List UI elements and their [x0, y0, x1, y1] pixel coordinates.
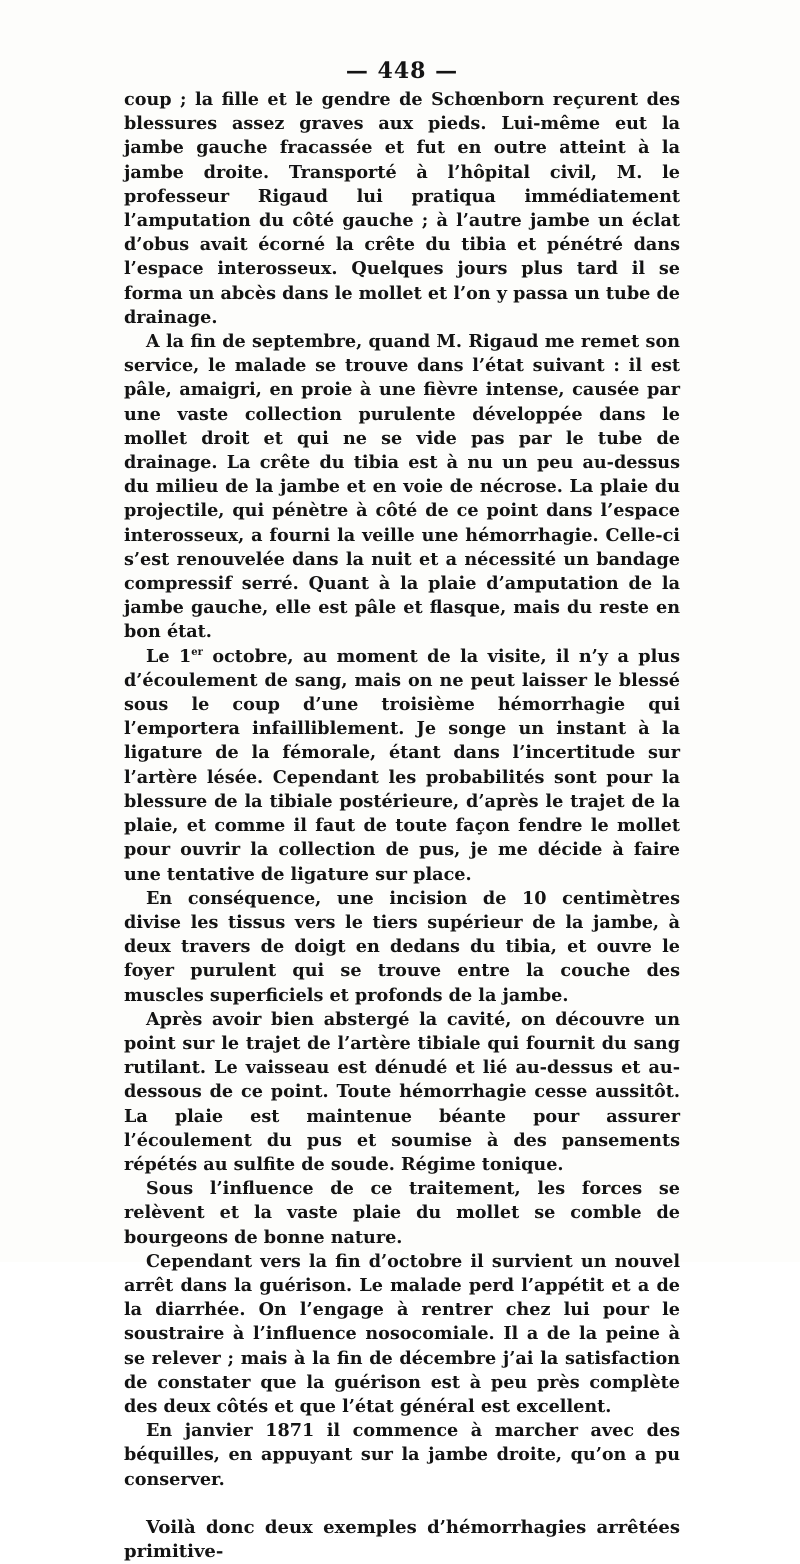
paragraph: En conséquence, une incision de 10 centimètres divise les tissus vers le tiers supérieur de la jambe, à deux travers de doigt en dedans du tibia, et ouvre le foyer purulent qui se trouve entre la couche des muscles superficiels et profonds de la jambe. [124, 887, 680, 1006]
paragraph: Après avoir bien abstergé la cavité, on découvre un point sur le trajet de l’artère tibiale qui fournit du sang rutilant. Le vaisseau est dénudé et lié au-dessus et au-dessous de ce point. Toute hémorrhagie cesse aussitôt. La plaie est maintenue béante pour assurer l’écoulement du pus et soumise à des pansements répétés au sulfite de soude. Régime tonique. [124, 1008, 680, 1175]
body-text [124, 88, 680, 1492]
paragraph: En janvier 1871 il commence à marcher avec des béquilles, en appuyant sur la jambe droite, qu’on a pu conserver. [124, 1420, 680, 1490]
page-number: — 448 — [345, 58, 459, 84]
paragraph: Cependant vers la fin d’octobre il survient un nouvel arrêt dans la guérison. Le malade perd l’appétit et a de la diarrhée. On l’engage à rentrer chez lui pour le soustraire à l’influence nosocomiale. Il a de la peine à se relever ; mais à la fin de décembre j’ai la satisfaction de constater que la guérison est à peu près complète des deux côtés et que l’état général est excellent. [124, 1250, 680, 1417]
superscript: er [191, 646, 203, 658]
paragraph-text: octobre, au moment de la visite, il n’y a plus d’écoulement de sang, mais on ne peut laisser le blessé sous le coup d’une troisième hémorrhagie qui l’emportera infailliblement. Je songe un instant à la ligature de la fémorale, étant dans l’incertitude sur l’artère lésée. Cependant les probabilités sont pour la blessure de la tibiale postérieure, d’après le trajet de la plaie, et comme il faut de toute façon fendre le mollet pour ouvrir la collection de pus, je me décide à faire une tentative de ligature sur place. [124, 645, 680, 885]
paragraph: coup ; la fille et le gendre de Schœnborn reçurent des blessures assez graves aux pieds. Lui-même eut la jambe gauche fracassée et fut en outre atteint à la jambe droite. Transporté à l’hôpital civil, M. le professeur Rigaud lui pratiqua immédiatement l’amputation du côté gauche ; à l’autre jambe un éclat d’obus avait écorné la crête du tibia et pénétré dans l’espace interosseux. Quelques jours plus tard il se forma un abcès dans le mollet et l’on y passa un tube de drainage. [124, 89, 680, 328]
continuation-line: Voilà donc deux exemples d’hémorrhagies arrêtées primitive- [124, 1516, 680, 1562]
paragraph [124, 645, 680, 887]
paragraph: Sous l’influence de ce traitement, les forces se relèvent et la vaste plaie du mollet se comble de bourgeons de bonne nature. [124, 1178, 680, 1248]
paragraph-lead: Le 1 [146, 645, 192, 667]
paragraph: A la fin de septembre, quand M. Rigaud me remet son service, le malade se trouve dans l’état suivant : il est pâle, amaigri, en proie à une fièvre intense, causée par une vaste collection purulente développée dans le mollet droit et qui ne se vide pas par le tube de drainage. La crête du tibia est à nu un peu au-dessus du milieu de la jambe et en voie de nécrose. La plaie du projectile, qui pénètre à côté de ce point dans l’espace interosseux, a fourni la veille une hémorrhagie. Celle-ci s’est renouvelée dans la nuit et a nécessité un bandage compressif serré. Quant à la plaie d’amputation de la jambe gauche, elle est pâle et flasque, mais du reste en bon état. [124, 331, 680, 643]
